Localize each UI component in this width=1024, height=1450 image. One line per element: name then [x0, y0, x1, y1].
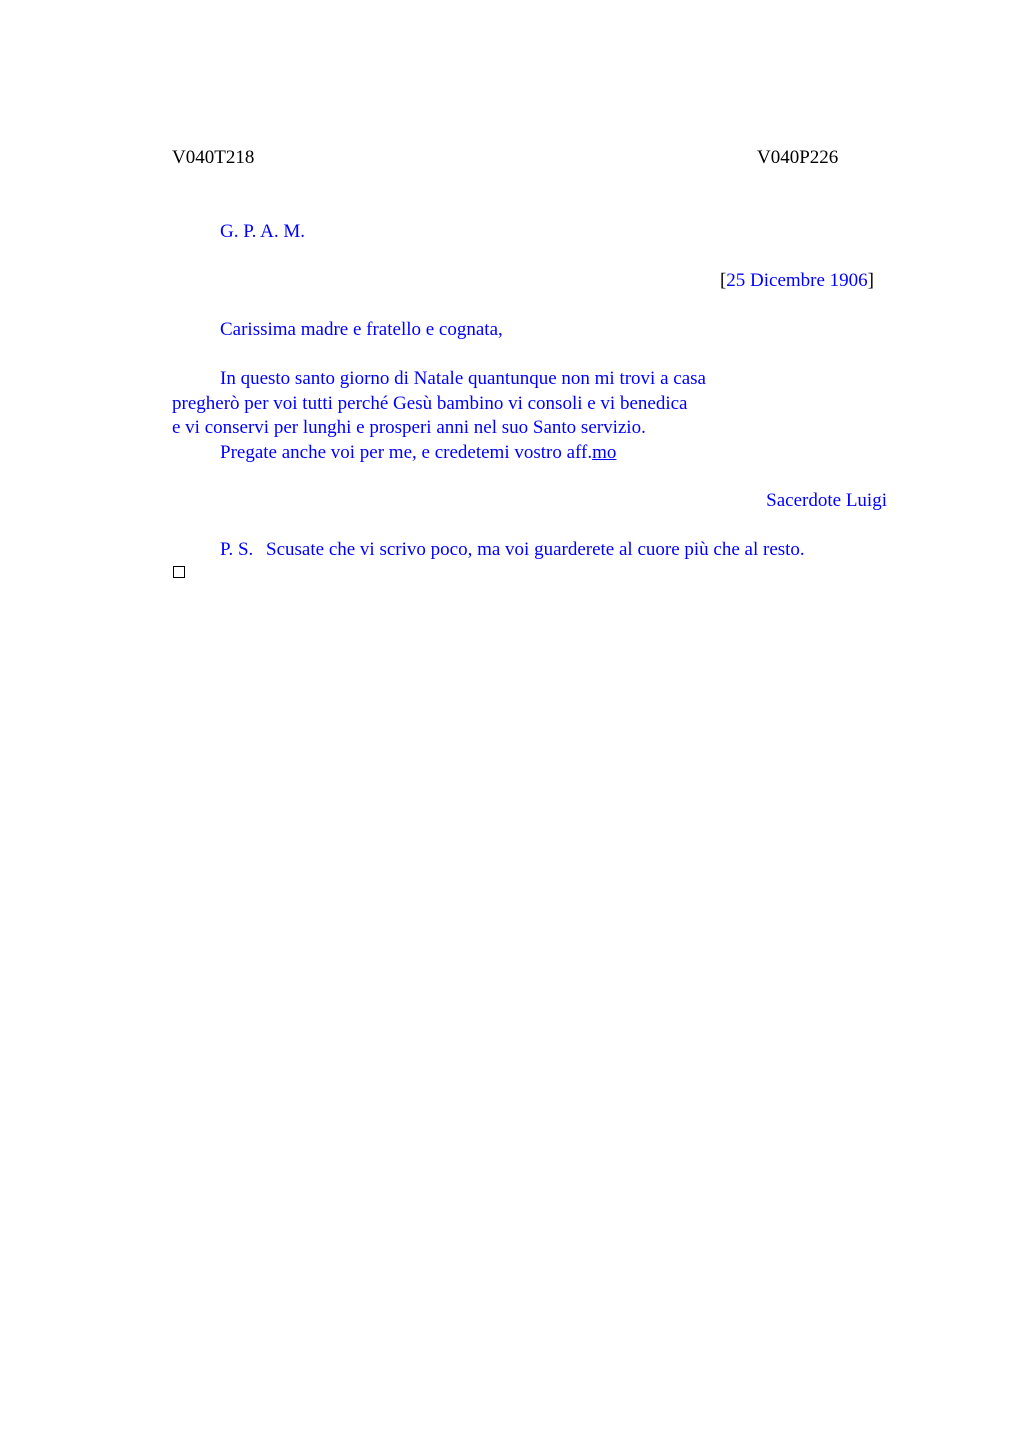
postscript — [220, 538, 805, 562]
letter-greeting: Carissima madre e fratello e cognata, — [220, 319, 503, 340]
closing-abbreviation: mo — [592, 441, 617, 463]
end-marker-box — [173, 566, 185, 578]
postscript-label: P. S. — [220, 539, 254, 560]
postscript-text: Scusate che vi scrivo poco, ma voi guarderete al cuore più che al resto. — [266, 539, 805, 560]
date-close-bracket: ] — [867, 270, 874, 291]
body-line: e vi conservi per lunghi e prosperi anni nel suo Santo servizio. — [172, 417, 646, 438]
body-line: In questo santo giorno di Natale quantunque non mi trovi a casa — [220, 368, 706, 389]
letter-signature: Sacerdote Luigi — [766, 490, 887, 511]
closing-line — [172, 441, 706, 466]
body-line: pregherò per voi tutti perché Gesù bambino vi consoli e vi benedica — [172, 392, 688, 414]
reference-code-left: V040T218 — [172, 147, 255, 168]
date-text: 25 Dicembre 1906 — [726, 270, 868, 291]
letter-body — [172, 367, 706, 465]
closing-text: Pregate anche voi per me, e credetemi vostro aff. — [220, 441, 593, 463]
letter-heading: G. P. A. M. — [220, 221, 305, 242]
letter-date — [720, 269, 874, 293]
reference-code-right: V040P226 — [757, 147, 839, 168]
date-open-bracket: [ — [719, 270, 727, 291]
